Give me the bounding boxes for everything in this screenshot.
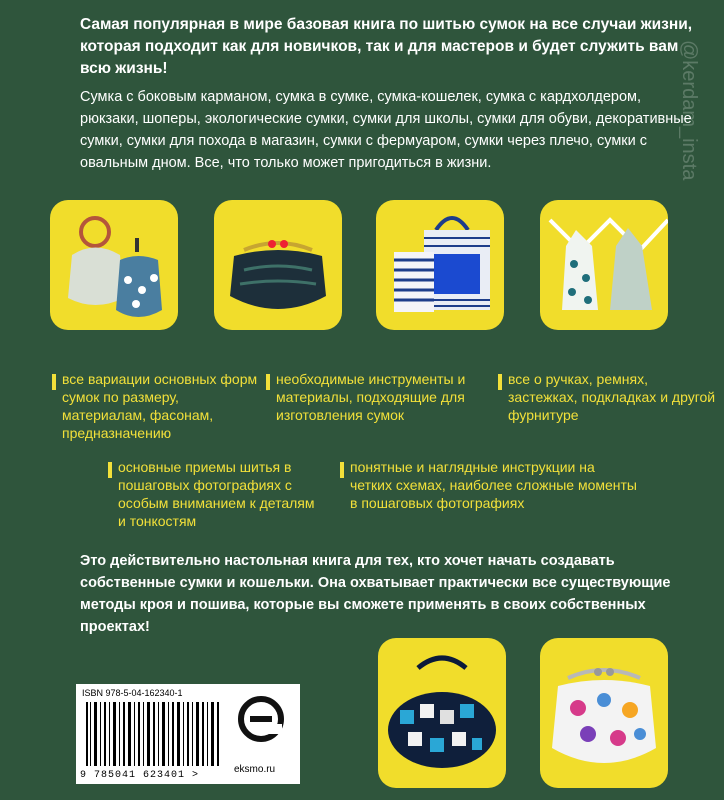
isbn-label: ISBN 978-5-04-162340-1: [82, 688, 183, 698]
publisher-block: [230, 684, 300, 784]
bag-types-paragraph: Сумка с боковым карманом, сумка в сумке, сумка-кошелек, сумка с кардхолдером, рюкзаки, шоперы, экологические сумки, сумки для школы, сумки для обуви, декоративные сумки, сумки для похода в магазин, сумки с фермуаром, сумки через плечо, сумки с овальным дном. Все, что только может пригодиться в жизни.: [80, 89, 692, 171]
feature-text: основные приемы шитья в пошаговых фотографиях с особым вниманием к деталям и тонкостям: [118, 459, 315, 529]
feature-text: все вариации основных форм сумок по размеру, материалам, фасонам, предназначению: [62, 371, 258, 441]
barcode-icon: [76, 684, 230, 784]
yellow-bar-icon: [52, 374, 56, 390]
lead-paragraph: Самая популярная в мире базовая книга по шитью сумок на все случаи жизни, которая подходит как для новичков, так и для мастеров и будет служить вам всю жизнь!: [80, 16, 693, 77]
watermark-text: @kerdam_insta: [678, 40, 700, 181]
photo-drawstring-bags: [50, 200, 178, 330]
feature-text: понятные и наглядные инструкции на четких схемах, наиболее сложные моменты в пошаговых фотографиях: [350, 459, 637, 511]
feature-instructions: [340, 458, 640, 512]
feature-text: необходимые инструменты и материалы, подходящие для изготовления сумок: [276, 371, 466, 423]
feature-tools: [266, 370, 496, 424]
photo-tote-bags: [376, 200, 504, 330]
feature-techniques: [108, 458, 318, 530]
photo-duffel-bag: [378, 638, 506, 788]
barcode-digits: 9 785041 623401 >: [80, 770, 200, 781]
isbn-block: [76, 684, 230, 784]
yellow-bar-icon: [340, 462, 344, 478]
yellow-bar-icon: [266, 374, 270, 390]
photo-frame-purse: [214, 200, 342, 330]
feature-shapes: [52, 370, 262, 442]
photo-knot-bags: [540, 200, 668, 330]
publisher-site: eksmo.ru: [234, 764, 276, 775]
yellow-bar-icon: [498, 374, 502, 390]
yellow-bar-icon: [108, 462, 112, 478]
closing-paragraph: Это действительно настольная книга для тех, кто хочет начать создавать собственные сумки и кошельки. Она охватывает практически все существующие методы кроя и пошива, которые вы сможете применять в своих собственных проектах!: [80, 553, 671, 635]
eksmo-logo-icon: [238, 696, 284, 742]
feature-text: все о ручках, ремнях, застежках, подкладках и другой фурнитуре: [508, 371, 716, 423]
photo-polka-purse: [540, 638, 668, 788]
